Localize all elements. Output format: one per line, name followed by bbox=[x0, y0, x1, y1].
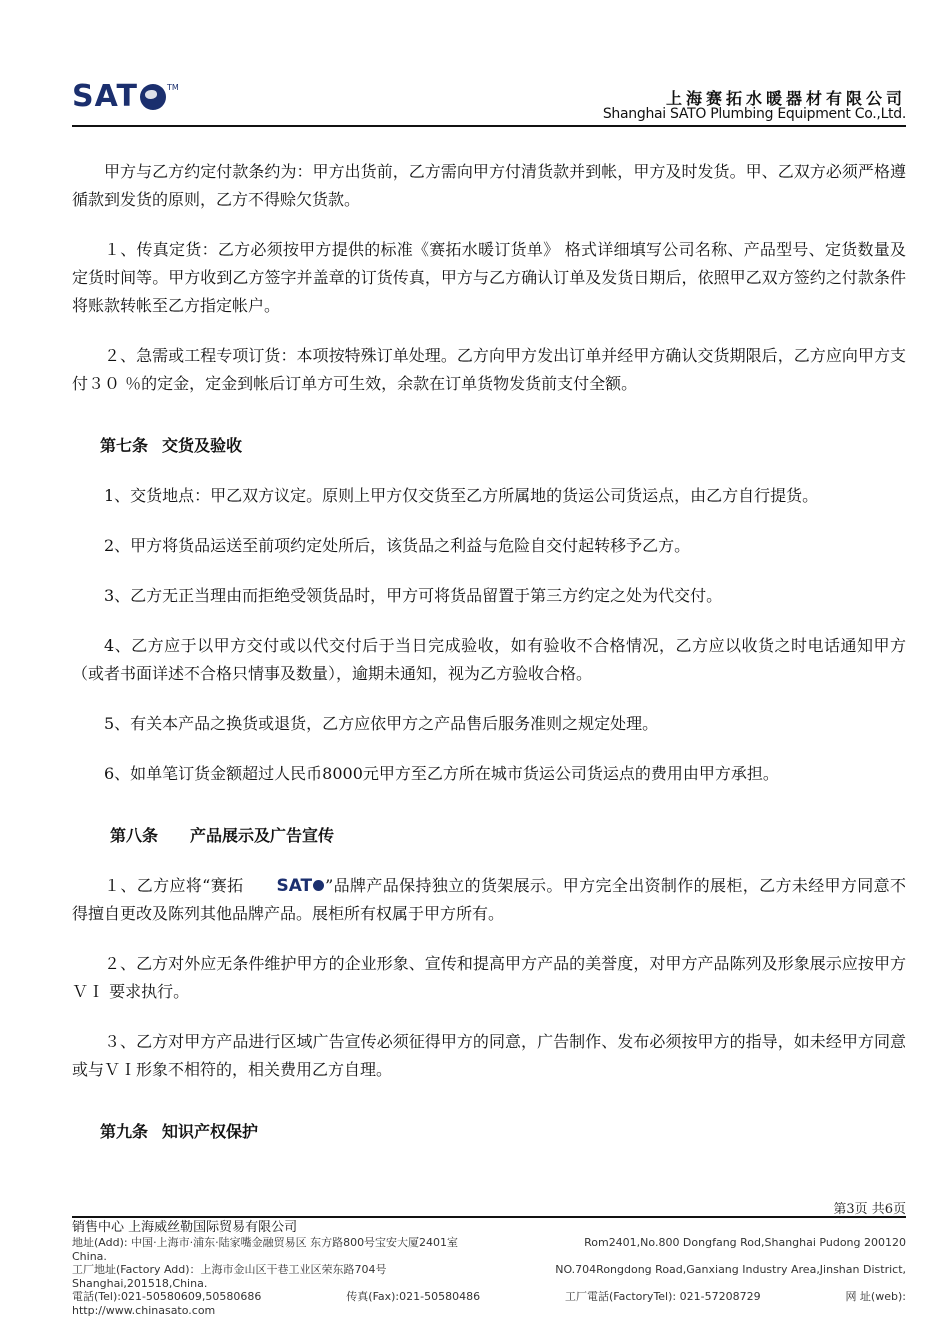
footer-title: 销售中心 上海威丝勒国际贸易有限公司 bbox=[72, 1220, 298, 1235]
section-8-heading bbox=[72, 822, 906, 850]
footer-contact-row bbox=[72, 1290, 906, 1304]
section-7-item-4: 4、乙方应于以甲方交付或以代交付后于当日完成验收，如有验收不合格情况，乙方应以收货之时电话通知甲方（或者书面详述不合格只情事及数量），逾期未通知，视为乙方验收合格。 bbox=[72, 636, 906, 683]
page-number: 第3页 共6页 bbox=[833, 1202, 906, 1217]
section-8-item-1-lead: １、乙方应将“赛拓 bbox=[104, 876, 244, 895]
page-footer bbox=[72, 1220, 906, 1317]
footer-address-cn: 地址(Add): 中国·上海市·浦东·陆家嘴金融贸易区 东方路800号宝安大厦2401室 bbox=[72, 1236, 459, 1249]
footer-factory-row bbox=[72, 1263, 906, 1277]
section-9-title: 知识产权保护 bbox=[162, 1122, 259, 1141]
inline-logo-wordmark: SAT bbox=[276, 876, 313, 896]
company-name-cn: 上海赛拓水暖器材有限公司 bbox=[665, 89, 906, 108]
footer-address-en: Rom2401,No.800 Dongfang Rod,Shanghai Pudong 200120 bbox=[584, 1236, 906, 1249]
globe-icon bbox=[140, 84, 166, 110]
section-8-item-1 bbox=[72, 872, 906, 928]
section-8-item-3: ３、乙方对甲方产品进行区域广告宣传必须征得甲方的同意，广告制作、发布必须按甲方的指导，如未经甲方同意或与ＶＩ形象不相符的，相关费用乙方自理。 bbox=[72, 1032, 906, 1079]
page-header bbox=[72, 78, 906, 128]
footer-address-row bbox=[72, 1236, 906, 1250]
footer-factory-cn: 工厂地址(Factory Add)：上海市金山区干巷工业区荣东路704号 bbox=[72, 1263, 387, 1276]
section-7-item-3: 3、乙方无正当理由而拒绝受领货品时，甲方可将货品留置于第三方约定之处为代交付。 bbox=[104, 586, 723, 605]
footer-tel: 電話(Tel):021-50580609,50580686 bbox=[72, 1290, 262, 1303]
document-body bbox=[72, 158, 906, 1146]
sato-logo bbox=[72, 79, 179, 114]
globe-icon bbox=[313, 880, 324, 891]
footer-factory-en: NO.704Rongdong Road,Ganxiang Industry Area,Jinshan District, bbox=[555, 1263, 906, 1276]
payment-intro-paragraph: 甲方与乙方约定付款条约为：甲方出货前，乙方需向甲方付清货款并到帐，甲方及时发货。甲、乙双方必须严格遵循款到发货的原则，乙方不得赊欠货款。 bbox=[72, 162, 906, 209]
payment-item-1: １、传真定货：乙方必须按甲方提供的标准《赛拓水暖订货单》 格式详细填写公司名称、产品型号、定货数量及定货时间等。甲方收到乙方签字并盖章的订货传真，甲方与乙方确认订单及发货日期后，依照甲乙双方签约之付款条件将账款转帐至乙方指定帐户。 bbox=[72, 240, 906, 315]
section-7-title: 交货及验收 bbox=[162, 436, 243, 455]
section-8-number: 第八条 bbox=[110, 826, 159, 845]
footer-divider bbox=[72, 1216, 906, 1218]
section-8-title: 产品展示及广告宣传 bbox=[190, 826, 335, 845]
section-7-item-6: 6、如单笔订货金额超过人民币8000元甲方至乙方所在城市货运公司货运点的费用由甲方承担。 bbox=[104, 764, 779, 783]
section-7-heading bbox=[72, 432, 906, 460]
sato-inline-logo bbox=[244, 872, 324, 900]
section-7-number: 第七条 bbox=[100, 436, 149, 455]
payment-item-2: ２、急需或工程专项订货：本项按特殊订单处理。乙方向甲方发出订单并经甲方确认交货期限后，乙方应向甲方支付３０ ％的定金，定金到帐后订单方可生效，余款在订单货物发货前支付全额。 bbox=[72, 346, 906, 393]
section-7-item-1: 1、交货地点：甲乙双方议定。原则上甲方仅交货至乙方所属地的货运公司货运点，由乙方自行提货。 bbox=[104, 486, 819, 505]
footer-web-label: 网 址(web): bbox=[845, 1290, 906, 1303]
company-name-en: Shanghai SATO Plumbing Equipment Co.,Ltd. bbox=[602, 106, 906, 122]
logo-trademark: TM bbox=[166, 82, 179, 92]
section-7-item-5: 5、有关本产品之换货或退货，乙方应依甲方之产品售后服务准则之规定处理。 bbox=[104, 714, 659, 733]
footer-factory-city: Shanghai,201518,China. bbox=[72, 1276, 208, 1290]
footer-factory-tel: 工厂電話(FactoryTel): 021-57208729 bbox=[564, 1290, 761, 1303]
section-8-item-1-rest: ”品牌产品保持独立的货架展示。甲方完全出资制作的展柜，乙方未经甲方同意不得擅自更改及陈列其他品牌产品。展柜所有权属于甲方所有。 bbox=[72, 876, 906, 923]
section-9-number: 第九条 bbox=[100, 1122, 149, 1141]
footer-fax: 传真(Fax):021-50580486 bbox=[346, 1290, 481, 1303]
section-8-item-2: ２、乙方对外应无条件维护甲方的企业形象、宣传和提高甲方产品的美誉度，对甲方产品陈列及形象展示应按甲方ＶＩ 要求执行。 bbox=[72, 954, 906, 1001]
logo-wordmark: SAT bbox=[72, 79, 138, 114]
footer-web-url[interactable]: http://www.chinasato.com bbox=[72, 1303, 216, 1317]
header-divider bbox=[72, 125, 906, 127]
section-9-heading bbox=[72, 1118, 906, 1146]
footer-address-country: China. bbox=[72, 1249, 107, 1263]
section-7-item-2: 2、甲方将货品运送至前项约定处所后，该货品之利益与危险自交付起转移予乙方。 bbox=[104, 536, 691, 555]
